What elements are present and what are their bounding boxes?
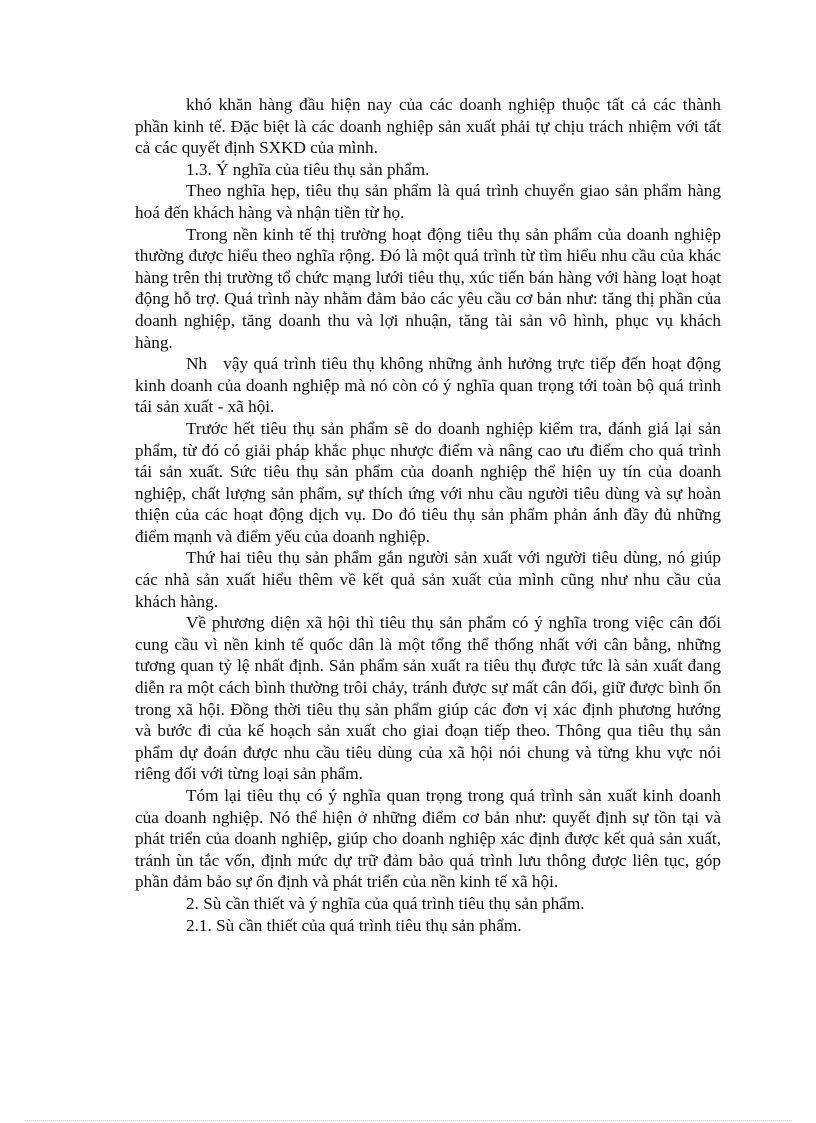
paragraph-continuation: khó khăn hàng đầu hiện nay của các doanh nghiệp thuộc tất cả các thành phần kinh tế. Đặc biệt là các doanh nghiệp sản xuất phải tự chịu trách nhiệm với tất cả các quyết định SXKD của mình. <box>135 95 721 158</box>
paragraph-second-reason: Thứ hai tiêu thụ sản phẩm gắn người sản xuất với người tiêu dùng, nó giúp các nhà sản xuất hiểu thêm về kết quả sản xuất của mình cũng như nhu cầu của khách hàng. <box>135 548 721 611</box>
section-heading-2: 2. Sù cần thiết và ý nghĩa của quá trình tiêu thụ sản phẩm. <box>186 893 585 913</box>
paragraph-importance: Nh vậy quá trình tiêu thụ không những ảnh hưởng trực tiếp đến hoạt động kinh doanh của doanh nghiệp mà nó còn có ý nghĩa quan trọng tới toàn bộ quá trình tái sản xuất - xã hội. <box>135 354 726 417</box>
paragraph-summary: Tóm lại tiêu thụ có ý nghĩa quan trọng trong quá trình sản xuất kinh doanh của doanh nghiệp. Nó thể hiện ở những điểm cơ bản như: quyết định sự tồn tại và phát triển của doanh nghiệp, giúp cho doanh nghiệp xác định được kết quả sản xuất, tránh ùn tắc vốn, định mức dự trữ đảm bảo quá trình lưu thông được liên tục, góp phần đảm bảo sự ổn định và phát triển của nền kinh tế xã hội. <box>135 786 721 892</box>
section-heading-1-3: 1.3. Ý nghĩa của tiêu thụ sản phẩm. <box>186 159 430 179</box>
paragraph-broad-definition: Trong nền kinh tế thị trường hoạt động tiêu thụ sản phẩm của doanh nghiệp thường được hiểu theo nghĩa rộng. Đó là một quá trình từ tìm hiểu nhu cầu của khác hàng trên thị trường tổ chức mạng lưới tiêu thụ, xúc tiến bán hàng với hàng loạt hoạt động hỗ trợ. Quá trình này nhằm đảm bảo các yêu cầu cơ bản như: tăng thị phần của doanh nghiệp, tăng doanh thu và lợi nhuận, tăng tài sản vô hình, phục vụ khách hàng. <box>135 224 721 352</box>
page-bottom-dotted-rule <box>25 1120 792 1121</box>
paragraph-narrow-definition: Theo nghĩa hẹp, tiêu thụ sản phẩm là quá trình chuyển giao sản phẩm hàng hoá đến khách hàng và nhận tiền từ họ. <box>135 181 721 222</box>
paragraph-social-aspect: Về phương diện xã hội thì tiêu thụ sản phẩm có ý nghĩa trong việc cân đối cung cầu vì nền kinh tế quốc dân là một tổng thể thống nhất với cân bằng, những tương quan tỷ lệ nhất định. Sản phẩm sản xuất ra tiêu thụ được tức là sản xuất đang diễn ra một cách bình thường trôi chảy, tránh được sự mất cân đối, giữ được bình ổn trong xã hội. Đồng thời tiêu thụ sản phẩm giúp các đơn vị xác định phương hướng và bước đi của kế hoạch sản xuất cho giai đoạn tiếp theo. Thông qua tiêu thụ sản phẩm dự đoán được nhu cầu tiêu dùng của xã hội nói chung và từng khu vực nói riêng đối với từng loại sản phẩm. <box>135 613 721 784</box>
paragraph-first-reason: Trước hết tiêu thụ sản phẩm sẽ do doanh nghiệp kiểm tra, đánh giá lại sản phẩm, từ đó có giải pháp khắc phục nhược điểm và nâng cao ưu điểm cho quá trình tái sản xuất. Sức tiêu thụ sản phẩm của doanh nghiệp thể hiện uy tín của doanh nghiệp, chất lượng sản phẩm, sự thích ứng với nhu cầu người tiêu dùng và sự hoàn thiện của các hoạt động dịch vụ. Do đó tiêu thụ sản phẩm phản ánh đầy đủ những điểm mạnh và điểm yếu của doanh nghiệp. <box>135 418 721 546</box>
section-heading-2-1: 2.1. Sù cần thiết của quá trình tiêu thụ sản phẩm. <box>186 915 522 935</box>
document-page-body <box>135 94 726 936</box>
